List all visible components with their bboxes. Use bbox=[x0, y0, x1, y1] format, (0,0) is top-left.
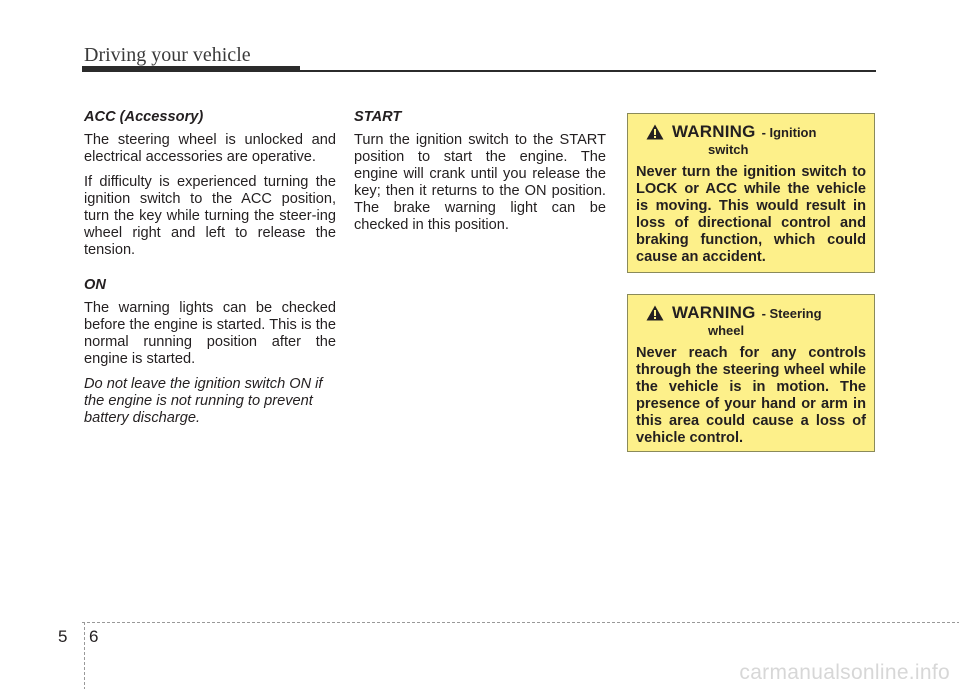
start-heading: START bbox=[354, 109, 402, 125]
warning-subject-line1: - Steering bbox=[761, 306, 822, 321]
acc-paragraph-2: If difficulty is experienced turning the ignition switch to the ACC position, turn the key while turning the steer-ing wheel right and left to release the tension. bbox=[84, 174, 336, 258]
warning-header bbox=[646, 123, 866, 158]
warning-triangle-icon bbox=[646, 124, 664, 140]
acc-paragraph-1: The steering wheel is unlocked and electrical accessories are operative. bbox=[84, 132, 336, 165]
on-paragraph: The warning lights can be checked before the engine is started. This is the normal running position after the engine is started. bbox=[84, 300, 336, 367]
header-rule-thick bbox=[82, 66, 300, 72]
warning-subject-line2: wheel bbox=[708, 323, 745, 338]
warning-header bbox=[646, 304, 866, 339]
left-column bbox=[84, 109, 336, 435]
page-number: 6 bbox=[89, 627, 99, 646]
on-heading: ON bbox=[84, 277, 106, 293]
warning-box-ignition-switch bbox=[627, 113, 875, 273]
start-paragraph: Turn the ignition switch to the START position to start the engine. The engine will crank until you release the key; then it returns to the ON position. The brake warning light can be checked in this position. bbox=[354, 132, 606, 233]
warning-body: Never turn the ignition switch to LOCK or ACC while the vehicle is moving. This would result in loss of directional control and braking function, which could cause an accident. bbox=[636, 164, 866, 265]
footer-divider bbox=[84, 622, 85, 689]
warning-label: WARNING bbox=[672, 122, 756, 141]
warning-box-steering-wheel bbox=[627, 294, 875, 452]
warning-subject-line2: switch bbox=[708, 142, 749, 157]
middle-column bbox=[354, 109, 606, 242]
footer-rule bbox=[82, 622, 959, 623]
warning-subject-line1: - Ignition bbox=[761, 125, 817, 140]
warning-body: Never reach for any controls through the steering wheel while the vehicle is in motion. The presence of your hand or arm in this area could cause a loss of vehicle control. bbox=[636, 345, 866, 446]
on-note: Do not leave the ignition switch ON if the engine is not running to prevent battery discharge. bbox=[84, 376, 323, 426]
warning-label: WARNING bbox=[672, 303, 756, 322]
watermark: carmanualsonline.info bbox=[739, 661, 950, 684]
header-rule-thin bbox=[300, 70, 876, 72]
acc-heading: ACC (Accessory) bbox=[84, 109, 204, 125]
warning-triangle-icon bbox=[646, 305, 664, 321]
page-section-title: Driving your vehicle bbox=[84, 44, 251, 66]
chapter-number: 5 bbox=[58, 627, 68, 646]
